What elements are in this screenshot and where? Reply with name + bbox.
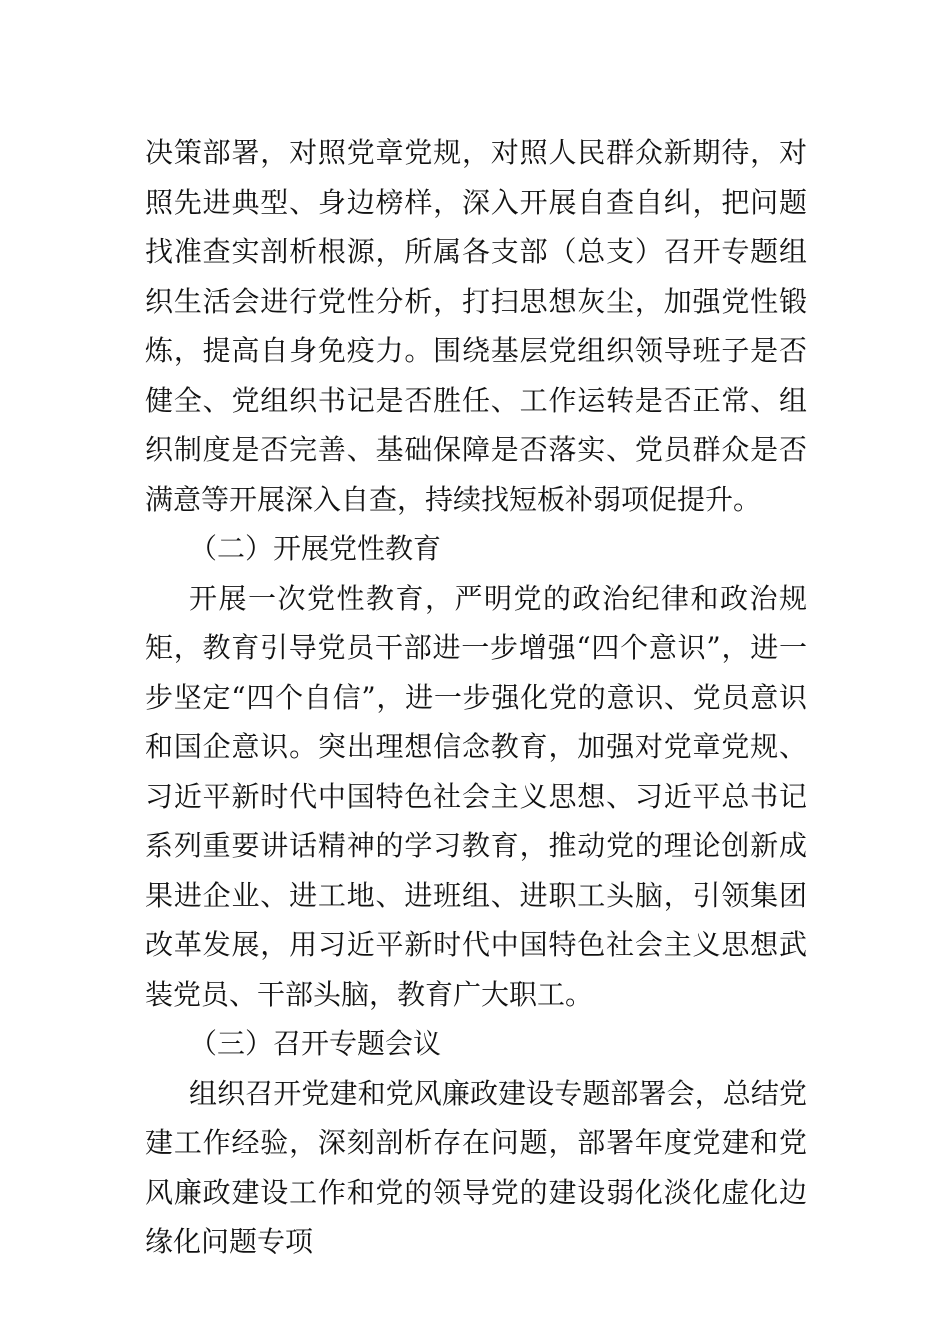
document-body (145, 128, 807, 1267)
section-heading-special-meeting: （三）召开专题会议 (189, 1027, 442, 1060)
paragraph-party-education: 开展一次党性教育，严明党的政治纪律和政治规矩，教育引导党员干部进一步增强“四个意识”，进一步坚定“四个自信”，进一步强化党的意识、党员意识和国企意识。突出理想信念教育，加强对党章党规、习近平新时代中国特色社会主义思想、习近平总书记系列重要讲话精神的学习教育，推动党的理论创新成果进企业、进工地、进班组、进职工头脑，引领集团改革发展，用习近平新时代中国特色社会主义思想武装党员、干部头脑，教育广大职工。 (145, 581, 807, 1011)
paragraph-self-inspection: 决策部署，对照党章党规，对照人民群众新期待，对照先进典型、身边榜样，深入开展自查自纠，把问题找准查实剖析根源，所属各支部（总支）召开专题组织生活会进行党性分析，打扫思想灰尘，加强党性锻炼，提高自身免疫力。围绕基层党组织领导班子是否健全、党组织书记是否胜任、工作运转是否正常、组织制度是否完善、基础保障是否落实、党员群众是否满意等开展深入自查，持续找短板补弱项促提升。 (145, 136, 807, 516)
paragraph-special-meeting: 组织召开党建和党风廉政建设专题部署会，总结党建工作经验，深刻剖析存在问题，部署年度党建和党风廉政建设工作和党的领导党的建设弱化淡化虚化边缘化问题专项 (145, 1076, 807, 1258)
section-heading-party-education: （二）开展党性教育 (189, 532, 442, 565)
